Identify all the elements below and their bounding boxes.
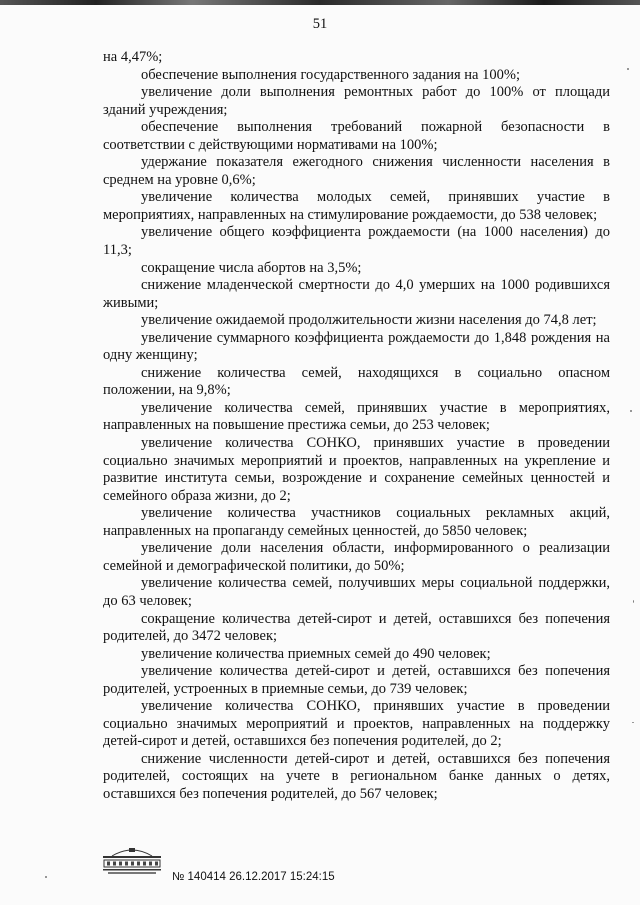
paragraph: сокращение числа абортов на 3,5%; [141,259,362,276]
paragraph: увеличение доли выполнения ремонтных работ до 100% от площади зданий учреждения; [103,84,610,118]
paragraph: обеспечение выполнения требований пожарной безопасности в соответствии с действующими нормативами на 100%; [103,119,610,153]
office-seal-icon [100,844,164,878]
document-footer [100,844,360,884]
paragraph: снижение младенческой смертности до 4,0 умерших на 1000 родившихся живыми; [103,277,610,311]
scan-top-border [0,0,640,5]
paragraph: снижение численности детей-сирот и детей, оставшихся без попечения родителей, состоящих на учете в региональном банке данных о детях, оставшихся без попечения родителей, до 567 человек; [103,750,610,802]
paragraph: увеличение доли населения области, информированного о реализации семейной и демографической политики, до 50%; [103,540,610,574]
paragraph: снижение количества семей, находящихся в социально опасном положении, на 9,8%; [103,364,610,399]
paragraph: удержание показателя ежегодного снижения численности населения в среднем на уровне 0,6%; [103,154,610,188]
document-registration-marker: № 140414 26.12.2017 15:24:15 [172,871,335,883]
paragraph: увеличение количества СОНКО, принявших участие в проведении социально значимых мероприятий и проектов, направленных на укрепление и развитие института семьи, возрождение и сохранение семейных ценностей и семейного образа жизни, до 2; [103,435,610,504]
paragraph: на 4,47%; [103,49,163,65]
paragraph: увеличение количества СОНКО, принявших участие в проведении социально значимых мероприятий и проектов, направленных на поддержку детей-сирот и детей, оставшихся без попечения родителей, до 2; [103,698,610,750]
scan-speck [45,876,47,878]
paragraph: увеличение общего коэффициента рождаемости (на 1000 населения) до 11,3; [103,224,610,259]
paragraph: увеличение количества молодых семей, принявших участие в мероприятиях, направленных на стимулирование рождаемости, до 538 человек; [103,189,610,223]
paragraph: сокращение количества детей-сирот и детей, оставшихся без попечения родителей, до 3472 человек; [103,610,610,645]
paragraph: увеличение количества участников социальных рекламных акций, направленных на пропаганду семейных ценностей, до 5850 человек; [103,505,610,539]
page-number: 51 [312,16,328,32]
scan-speck [633,600,634,603]
paragraph: увеличение суммарного коэффициента рождаемости до 1,848 рождения на одну женщину; [103,329,610,364]
scan-speck [630,410,632,412]
paragraph: увеличение количества семей, получивших меры социальной поддержки, до 63 человек; [103,575,610,609]
document-body [103,49,610,804]
scan-speck [632,722,634,723]
paragraph: увеличение количества детей-сирот и детей, оставшихся без попечения родителей, устроенных в приемные семьи, до 739 человек; [103,663,610,697]
paragraph: увеличение количества семей, принявших участие в мероприятиях, направленных на повышение престижа семьи, до 253 человек; [103,399,610,434]
paragraph: увеличение ожидаемой продолжительности жизни населения до 74,8 лет; [141,312,597,329]
scan-speck [627,68,629,70]
paragraph: обеспечение выполнения государственного задания на 100%; [141,66,520,83]
paragraph: увеличение количества приемных семей до 490 человек; [141,645,491,662]
